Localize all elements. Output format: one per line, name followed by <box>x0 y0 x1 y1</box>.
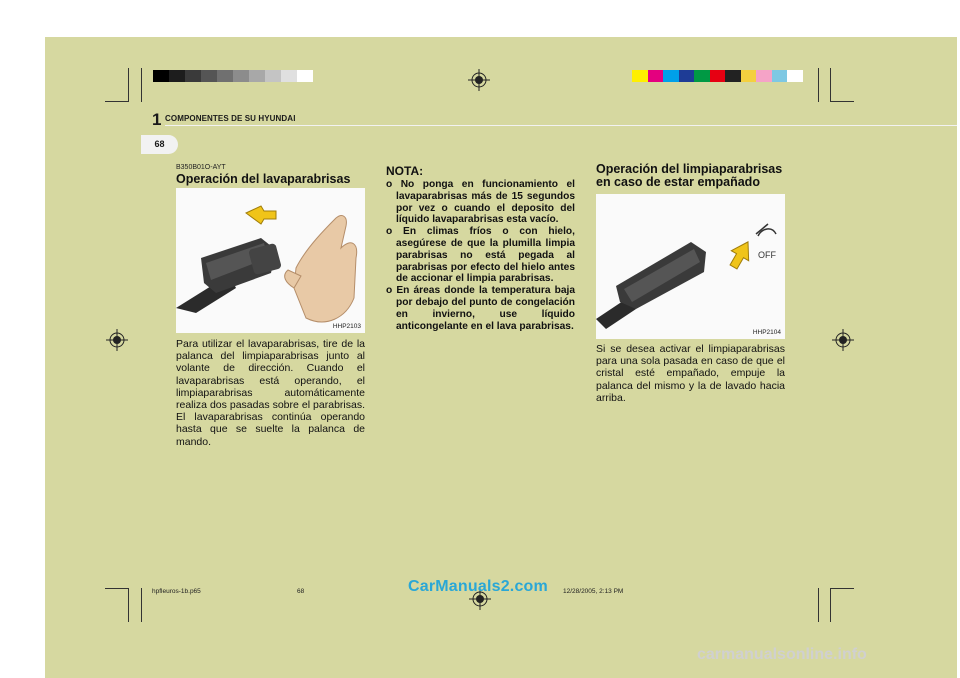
note-list <box>386 179 575 332</box>
color-swatch <box>710 70 726 82</box>
gray-swatch <box>153 70 169 82</box>
section-title-washer: Operación del lavaparabrisas <box>176 172 351 186</box>
photo-caption-right: HHP2104 <box>752 329 781 336</box>
gray-swatch <box>249 70 265 82</box>
color-swatch <box>756 70 772 82</box>
note-item: o En climas fríos o con hielo, asegúrese de que la plumilla limpia parabrisas no está pegada al parabrisas por efecto del hielo antes de accionar el limpia parabrisas. <box>386 226 575 285</box>
color-swatch <box>648 70 664 82</box>
registration-mark-icon <box>468 69 490 91</box>
registration-mark-icon <box>832 329 854 351</box>
gray-swatch <box>217 70 233 82</box>
color-swatch <box>632 70 648 82</box>
note-item: o No ponga en funcionamiento el lavaparabrisas más de 15 segundos por vez o cuando el deposito del líquido lavaparabrisas esta vacío. <box>386 179 575 226</box>
chapter-title: COMPONENTES DE SU HYUNDAI <box>165 114 296 123</box>
note-item: o En áreas donde la temperatura baja por debajo del punto de congelación en invierno, use líquido anticongelante en el lava parabrisas. <box>386 285 575 332</box>
off-label: OFF <box>758 250 776 260</box>
section-code: B350B01O-AYT <box>176 164 226 171</box>
color-swatch <box>679 70 695 82</box>
footer-page: 68 <box>297 588 305 595</box>
mist-instructions: Si se desea activar el limpiaparabrisas para una sola pasada en caso de que el cristal esté empañado, empuje la palanca del mismo y la de lavado hacia arriba. <box>596 343 785 404</box>
note-title: NOTA: <box>386 164 424 178</box>
page-number: 68 <box>141 135 178 154</box>
gray-swatch <box>169 70 185 82</box>
washer-lever-photo <box>176 188 365 333</box>
gray-swatch <box>185 70 201 82</box>
watermark-top: CarManuals2.com <box>408 578 548 595</box>
color-swatch <box>725 70 741 82</box>
watermark-bottom: carmanualsonline.info <box>697 646 867 663</box>
chapter-number: 1 <box>152 110 162 129</box>
footer-file: hpfleuros-1b.p65 <box>152 588 201 595</box>
gray-swatch <box>201 70 217 82</box>
wiper-lever-mist-illustration <box>596 194 785 339</box>
washer-instructions: Para utilizar el lavaparabrisas, tire de la palanca del limpiaparabrisas junto al volante de dirección. Cuando el lavaparabrisas está operando, el limpiaparabrisas automáticamente realiza dos pasadas sobre el parabrisas. El lavaparabrisas continúa operando hasta que se suelte la palanca de mando. <box>176 338 365 448</box>
gray-swatch <box>265 70 281 82</box>
gray-swatch <box>297 70 313 82</box>
header-rule <box>165 125 957 126</box>
gray-swatch <box>281 70 297 82</box>
color-swatch <box>694 70 710 82</box>
color-swatch <box>741 70 757 82</box>
gray-swatch <box>233 70 249 82</box>
color-swatch <box>663 70 679 82</box>
color-swatch <box>772 70 788 82</box>
wiper-lever-hand-illustration <box>176 188 365 333</box>
footer-date: 12/28/2005, 2:13 PM <box>563 588 624 595</box>
mist-lever-photo <box>596 194 785 339</box>
photo-caption-left: HHP2103 <box>332 323 361 330</box>
registration-mark-icon <box>106 329 128 351</box>
color-swatch <box>787 70 803 82</box>
section-title-mist: Operación del limpiaparabrisas en caso de estar empañado <box>596 162 783 189</box>
